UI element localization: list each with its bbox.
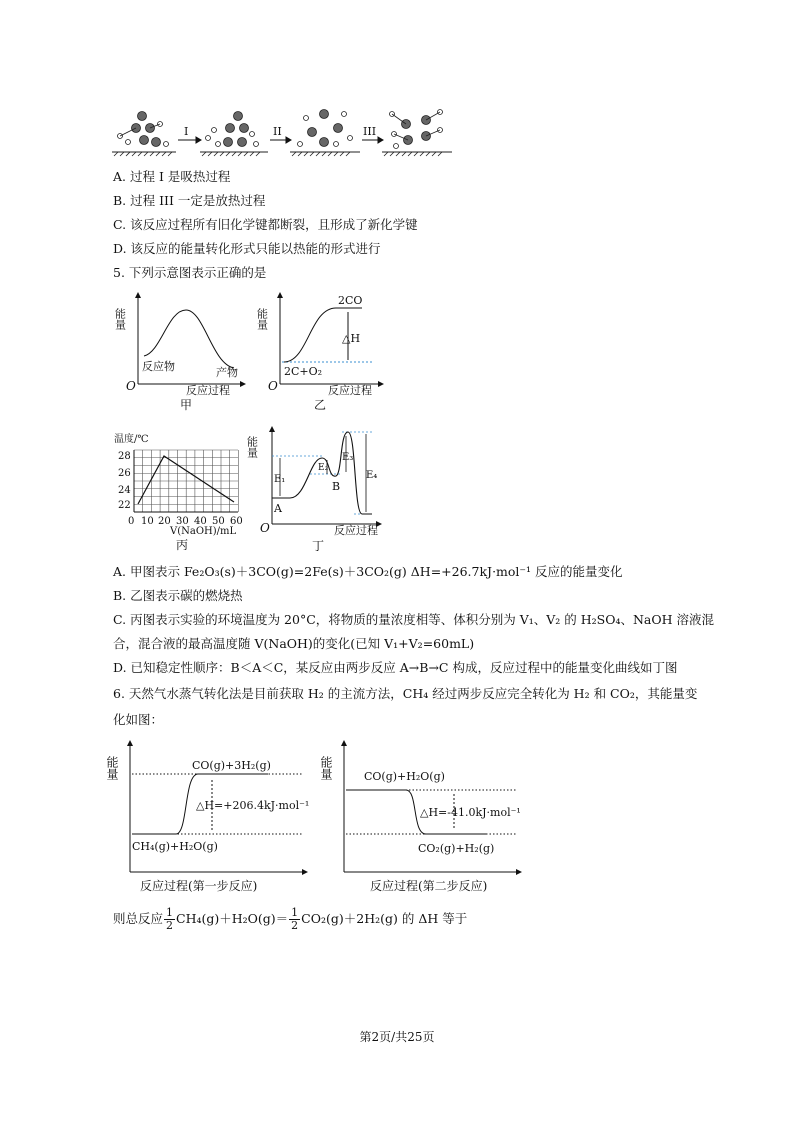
ding-e1: E₁: [274, 474, 286, 485]
q6-stem-2: 化如图：: [113, 712, 164, 727]
bing-ytick-28: 28: [118, 451, 131, 462]
jia-reactant: 反应物: [142, 360, 175, 373]
step2-y-label: 能量: [319, 756, 333, 780]
bing-x-label: V(NaOH)/mL: [170, 526, 237, 537]
half-fraction-2: $\frac{1}{2}$: [291, 906, 299, 932]
ding-y-label: 能量: [245, 436, 259, 458]
step1-x-label: 反应过程(第一步反应): [140, 879, 258, 893]
q4-option-b: B. 过程 III 一定是放热过程: [113, 193, 266, 208]
ding-e2: E₂: [318, 463, 329, 473]
step1-top: CO(g)+3H₂(g): [192, 759, 271, 772]
jia-caption: 甲: [180, 398, 193, 412]
chart-bing: [112, 428, 252, 552]
q5-option-b: B. 乙图表示碳的燃烧热: [113, 588, 243, 603]
step2-dh: △H=-41.0kJ·mol⁻¹: [420, 806, 521, 819]
q6-stem-1: 6. 天然气水蒸气转化法是目前获取 H₂ 的主流方法，CH₄ 经过两步反应完全转化为 H₂ 和 CO₂，其能量变: [113, 686, 698, 701]
bing-y-label: 温度/℃: [114, 434, 149, 445]
ding-b: B: [332, 480, 341, 493]
process-label-1: I: [184, 125, 189, 138]
q4-option-d: D. 该反应的能量转化形式只能以热能的形式进行: [113, 241, 381, 256]
q5-option-d: D. 已知稳定性顺序：B＜A＜C，某反应由两步反应 A→B→C 构成，反应过程中的能量变化曲线如丁图: [113, 660, 678, 675]
bing-xtick-60: 60: [230, 516, 243, 527]
bing-xtick-30: 30: [176, 516, 189, 527]
jia-x-label: 反应过程: [186, 384, 230, 397]
step1-bottom: CH₄(g)+H₂O(g): [132, 840, 218, 853]
bing-ytick-22: 22: [118, 500, 131, 511]
ding-x-label: 反应过程: [334, 524, 378, 537]
process-label-2: II: [273, 125, 282, 138]
q6-term-2: CO₂(g)＋2H₂(g): [301, 911, 398, 926]
bing-caption: 丙: [176, 538, 189, 552]
chart-jia: [113, 288, 252, 412]
yi-x-label: 反应过程: [328, 384, 372, 397]
yi-origin: O: [268, 379, 278, 393]
q5-option-c: C. 丙图表示实验的环境温度为 20°C，将物质的量浓度相等、体积分别为 V₁、V₂ 的 H₂SO₄、NaOH 溶液混: [113, 612, 715, 627]
step1-dh: △H=+206.4kJ·mol⁻¹: [196, 799, 310, 812]
jia-y-label: 能量: [113, 308, 127, 330]
q6-final-line: [113, 904, 467, 934]
yi-bottom-label: 2C+O₂: [284, 365, 323, 378]
process-label-3: III: [363, 125, 377, 138]
bing-ytick-26: 26: [118, 468, 131, 479]
bing-xtick-0: 0: [128, 516, 135, 527]
ding-origin: O: [260, 521, 270, 535]
yi-top-label: 2CO: [338, 294, 363, 307]
q6-final-suffix: 的 ΔH 等于: [397, 911, 468, 926]
q5-option-c-cont: 合，混合液的最高温度随 V(NaOH)的变化(已知 V₁+V₂=60mL): [113, 636, 475, 651]
chart-step1: [105, 736, 312, 898]
step2-bottom: CO₂(g)+H₂(g): [418, 842, 495, 855]
chart-step2: [319, 736, 526, 898]
bing-xtick-40: 40: [194, 516, 207, 527]
step2-top: CO(g)+H₂O(g): [364, 770, 445, 783]
chart-ding: [245, 418, 390, 554]
ding-e3: E₃: [342, 452, 354, 463]
page-footer: 第2页/共25页: [359, 1030, 435, 1044]
q5-stem: 5. 下列示意图表示正确的是: [113, 265, 267, 280]
bing-xtick-50: 50: [212, 516, 225, 527]
half-fraction: $\frac{1}{2}$: [166, 906, 174, 932]
q5-option-a: A. 甲图表示 Fe₂O₃(s)＋3CO(g)=2Fe(s)＋3CO₂(g) ΔH=+26.7kJ·mol⁻¹ 反应的能量变化: [113, 564, 623, 579]
yi-caption: 乙: [314, 398, 327, 412]
q4-option-a: A. 过程 I 是吸热过程: [113, 169, 231, 184]
jia-product: 产物: [216, 366, 238, 379]
ding-a: A: [274, 502, 282, 515]
jia-origin: O: [126, 379, 136, 393]
bing-xtick-20: 20: [158, 516, 171, 527]
ding-caption: 丁: [312, 539, 325, 553]
yi-y-label: 能量: [255, 308, 269, 330]
q4-option-c: C. 该反应过程所有旧化学键都断裂，且形成了新化学键: [113, 217, 418, 232]
yi-delta-label: △H: [342, 332, 361, 345]
bing-ytick-24: 24: [118, 485, 131, 496]
q6-final-prefix: 则总反应: [113, 911, 164, 926]
chart-yi: [255, 288, 388, 412]
ding-e4: E₄: [366, 470, 378, 481]
bing-xtick-10: 10: [141, 516, 154, 527]
step1-y-label: 能量: [105, 756, 119, 780]
q6-term-1: CH₄(g)＋H₂O(g)＝: [176, 911, 289, 926]
reaction-process-figure: [110, 104, 455, 160]
step2-x-label: 反应过程(第二步反应): [370, 879, 488, 893]
